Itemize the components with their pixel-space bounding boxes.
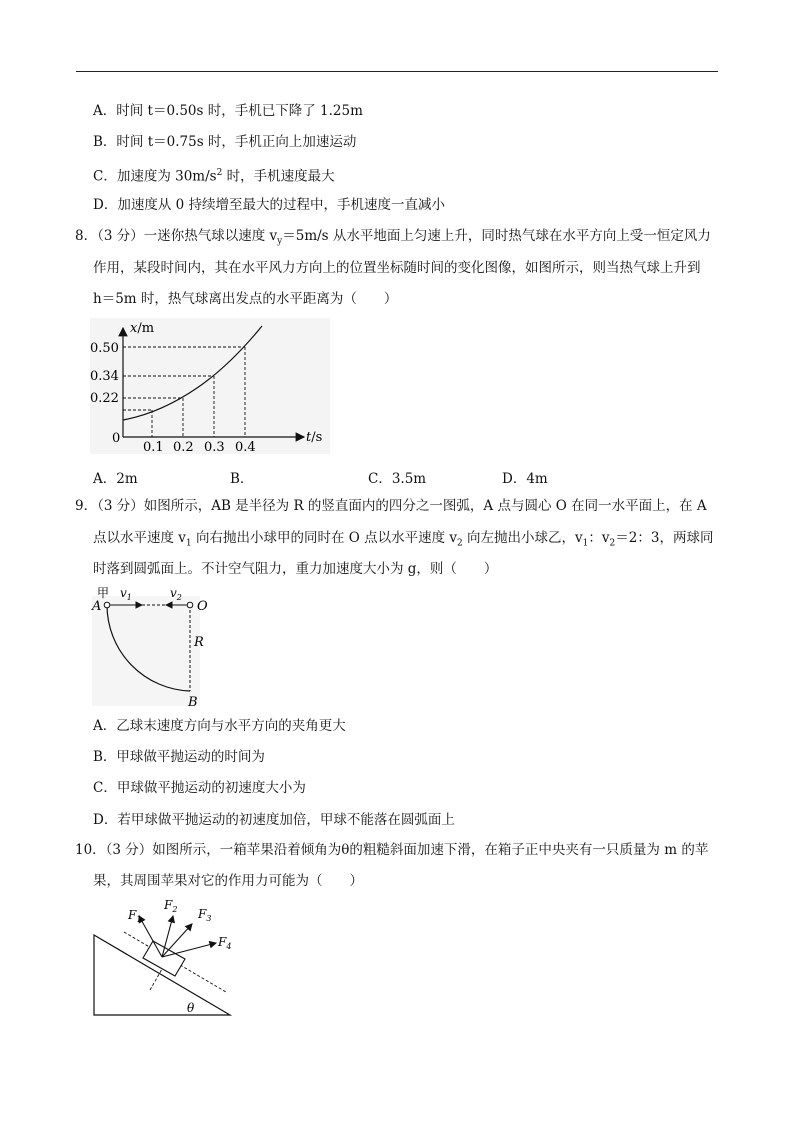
label-B: B [188,695,198,710]
apple-box [143,941,185,976]
q9-quarter-arc-diagram [90,582,220,712]
label-F1: $F_1$ [128,908,142,924]
label-A: A [92,599,102,614]
label-theta: θ [187,1001,195,1015]
q8-option-a: A．2m [93,471,138,487]
q10-incline-forces-diagram [90,895,240,1020]
q9-stem-line1: 9．（3 分）如图所示，AB 是半径为 R 的竖直面内的四分之一图弧，A 点与圆心 O 在同一水平面上，在 A [75,498,707,514]
y-tick-0.50: 0.50 [90,341,119,356]
x-tick-0.1: 0.1 [143,440,164,455]
x-tick-0.2: 0.2 [173,440,194,455]
ball-yi [187,602,193,608]
q7-option-c: C．加速度为 $30m/s^2$ 时，手机速度最大 [93,168,335,185]
y-axis-label: x/m [130,321,155,336]
y-tick-0.34: 0.34 [90,369,119,384]
ball-jia [104,602,110,608]
q7-option-d: D．加速度从 0 持续增至最大的过程中，手机速度一直减小 [93,197,445,213]
label-F2: $F_2$ [164,898,178,914]
q10-stem-line2: 果，其周围苹果对它的作用力可能为（ ） [93,873,363,889]
q7-option-a: A．时间 t＝0.50s 时，手机已下降了 1.25m [93,103,363,119]
q9-option-c: C．甲球做平抛运动的初速度大小为 [93,780,306,796]
label-F3: $F_3$ [198,907,212,923]
label-R: R [194,635,204,650]
q9-option-a: A．乙球末速度方向与水平方向的夹角更大 [93,718,346,734]
origin-label: 0 [112,431,121,446]
q9-option-d: D．若甲球做平抛运动的初速度加倍，甲球不能落在圆弧面上 [93,812,455,828]
q8-position-time-graph [90,318,340,458]
header-rule [76,71,718,72]
q9-stem-line2: 点以水平速度 $v_1$ 向右抛出小球甲的同时在 O 点以水平速度 $v_2$ 向左抛出小球乙，$v_1$：$v_2=2$：3，两球同 [93,530,714,549]
label-jia: 甲 [97,586,110,600]
label-F4: $F_4$ [218,935,232,951]
graph-background [90,318,330,454]
q8-option-d: D．4m [502,471,548,487]
x-tick-0.4: 0.4 [235,440,256,455]
diagram-background [92,596,200,706]
q9-stem-line3: 时落到圆弧面上。不计空气阻力，重力加速度大小为 g，则（ ） [93,561,498,577]
q8-stem-line2: 作用，某段时间内，其在水平风力方向上的位置坐标随时间的变化图像，如图所示，则当热气球上升到 [93,260,701,276]
label-v2: $v_2$ [170,586,182,602]
q9-option-b: B．甲球做平抛运动的时间为 [93,749,265,765]
q8-stem-line3: h＝5m 时，热气球离出发点的水平距离为（ ） [93,291,398,307]
label-v1: $v_1$ [120,586,132,602]
q7-option-b: B．时间 t＝0.75s 时，手机正向上加速运动 [93,134,357,150]
x-tick-0.3: 0.3 [204,440,225,455]
q8-option-c: C．3.5m [368,471,427,487]
q8-stem-line1: 8．（3 分）一迷你热气球以速度 $v_y=5m/s$ 从水平地面上匀速上升，同时热气球在水平方向上受一恒定风力 [75,228,711,247]
label-O: O [197,599,208,614]
y-tick-0.22: 0.22 [90,391,119,406]
x-axis-label: t/s [306,430,323,445]
q10-stem-line1: 10．（3 分）如图所示，一箱苹果沿着倾角为θ的粗糙斜面加速下滑，在箱子正中央夹有一只质量为 m 的苹 [75,842,709,858]
q8-option-b: B． [230,471,254,487]
